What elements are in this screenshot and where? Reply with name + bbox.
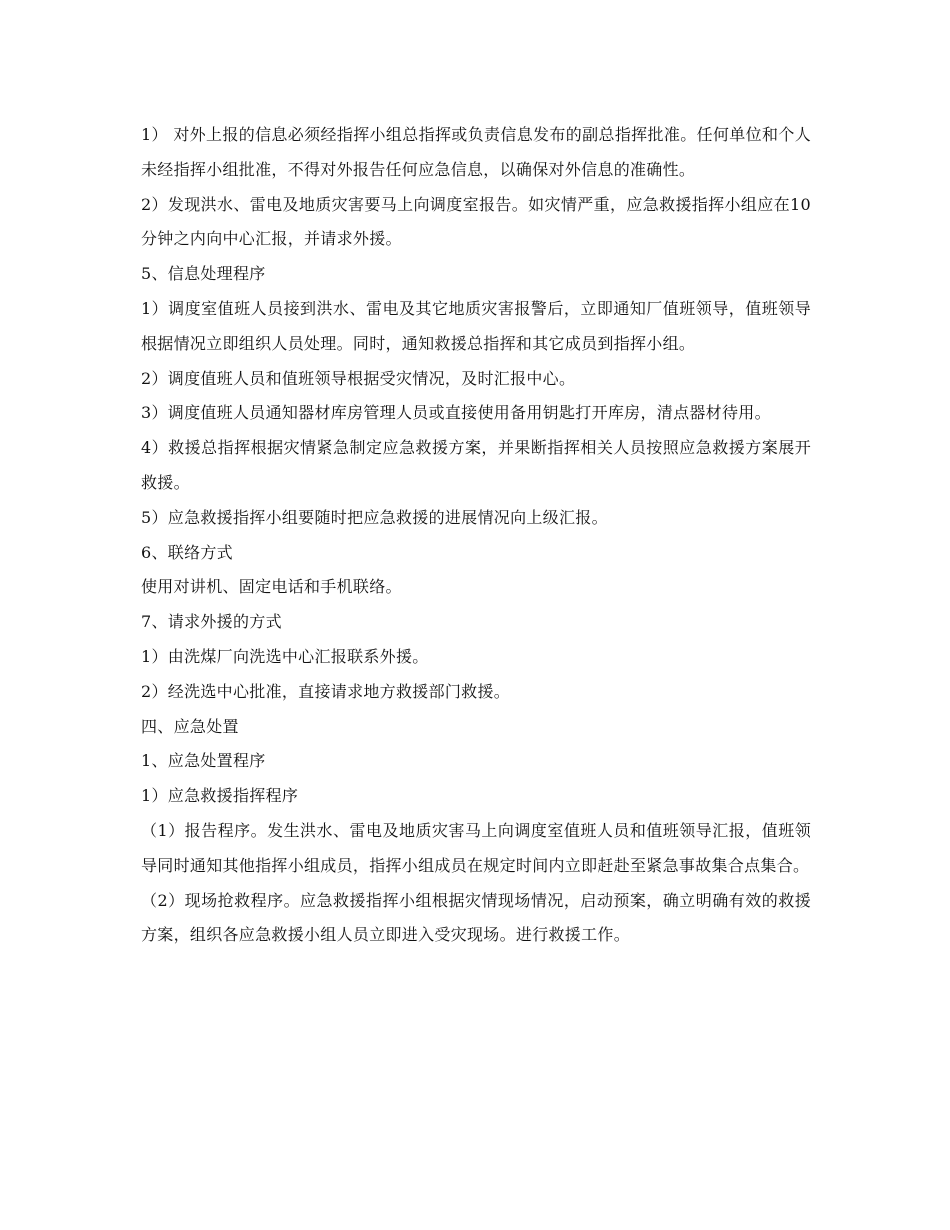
document-body bbox=[141, 118, 811, 953]
heading-info-processing: 5、信息处理程序 bbox=[141, 264, 266, 284]
heading-contact-method: 6、联络方式 bbox=[141, 542, 233, 562]
paragraph-onsite-rescue: （2）现场抢救程序。应急救援指挥小组根据灾情现场情况，启动预案，确立明确有效的救援方案，组织各应急救援小组人员立即进入受灾现场。进行救援工作。 bbox=[141, 890, 811, 945]
paragraph-aid-local: 2）经洗选中心批准，直接请求地方救援部门救援。 bbox=[141, 681, 511, 701]
paragraph-aid-via-center: 1）由洗煤厂向洗选中心汇报联系外援。 bbox=[141, 646, 429, 666]
paragraph-progress-report: 5）应急救援指挥小组要随时把应急救援的进展情况向上级汇报。 bbox=[141, 507, 608, 527]
heading-request-aid: 7、请求外援的方式 bbox=[141, 612, 282, 632]
paragraph-reporting-procedure: （1）报告程序。发生洪水、雷电及地质灾害马上向调度室值班人员和值班领导汇报，值班领导同时通知其他指挥小组成员，指挥小组成员在规定时间内立即赶赴至紧急事故集合点集合。 bbox=[141, 820, 811, 875]
paragraph-dispatch-alarm: 1）调度室值班人员接到洪水、雷电及其它地质灾害报警后，立即通知厂值班领导，值班领导根据情况立即组织人员处理。同时，通知救援总指挥和其它成员到指挥小组。 bbox=[141, 298, 811, 353]
paragraph-report-center: 2）调度值班人员和值班领导根据受灾情况，及时汇报中心。 bbox=[141, 368, 576, 388]
paragraph-report-disaster: 2）发现洪水、雷电及地质灾害要马上向调度室报告。如灾情严重，应急救援指挥小组应在10分钟之内向中心汇报，并请求外援。 bbox=[141, 194, 811, 249]
heading-command-procedure: 1）应急救援指挥程序 bbox=[141, 786, 299, 806]
paragraph-rescue-plan: 4）救援总指挥根据灾情紧急制定应急救援方案，并果断指挥相关人员按照应急救援方案展开救援。 bbox=[141, 438, 811, 492]
heading-handling-procedure: 1、应急处置程序 bbox=[141, 751, 266, 771]
paragraph-contact-tools: 使用对讲机、固定电话和手机联络。 bbox=[141, 577, 402, 597]
paragraph-info-approval: 1） 对外上报的信息必须经指挥小组总指挥或负责信息发布的副总指挥批准。任何单位和个人未经指挥小组批准，不得对外报告任何应急信息，以确保对外信息的准确性。 bbox=[141, 125, 811, 179]
heading-emergency-handling: 四、应急处置 bbox=[141, 716, 239, 736]
paragraph-storage-equipment: 3）调度值班人员通知器材库房管理人员或直接使用备用钥匙打开库房，清点器材待用。 bbox=[141, 403, 771, 423]
